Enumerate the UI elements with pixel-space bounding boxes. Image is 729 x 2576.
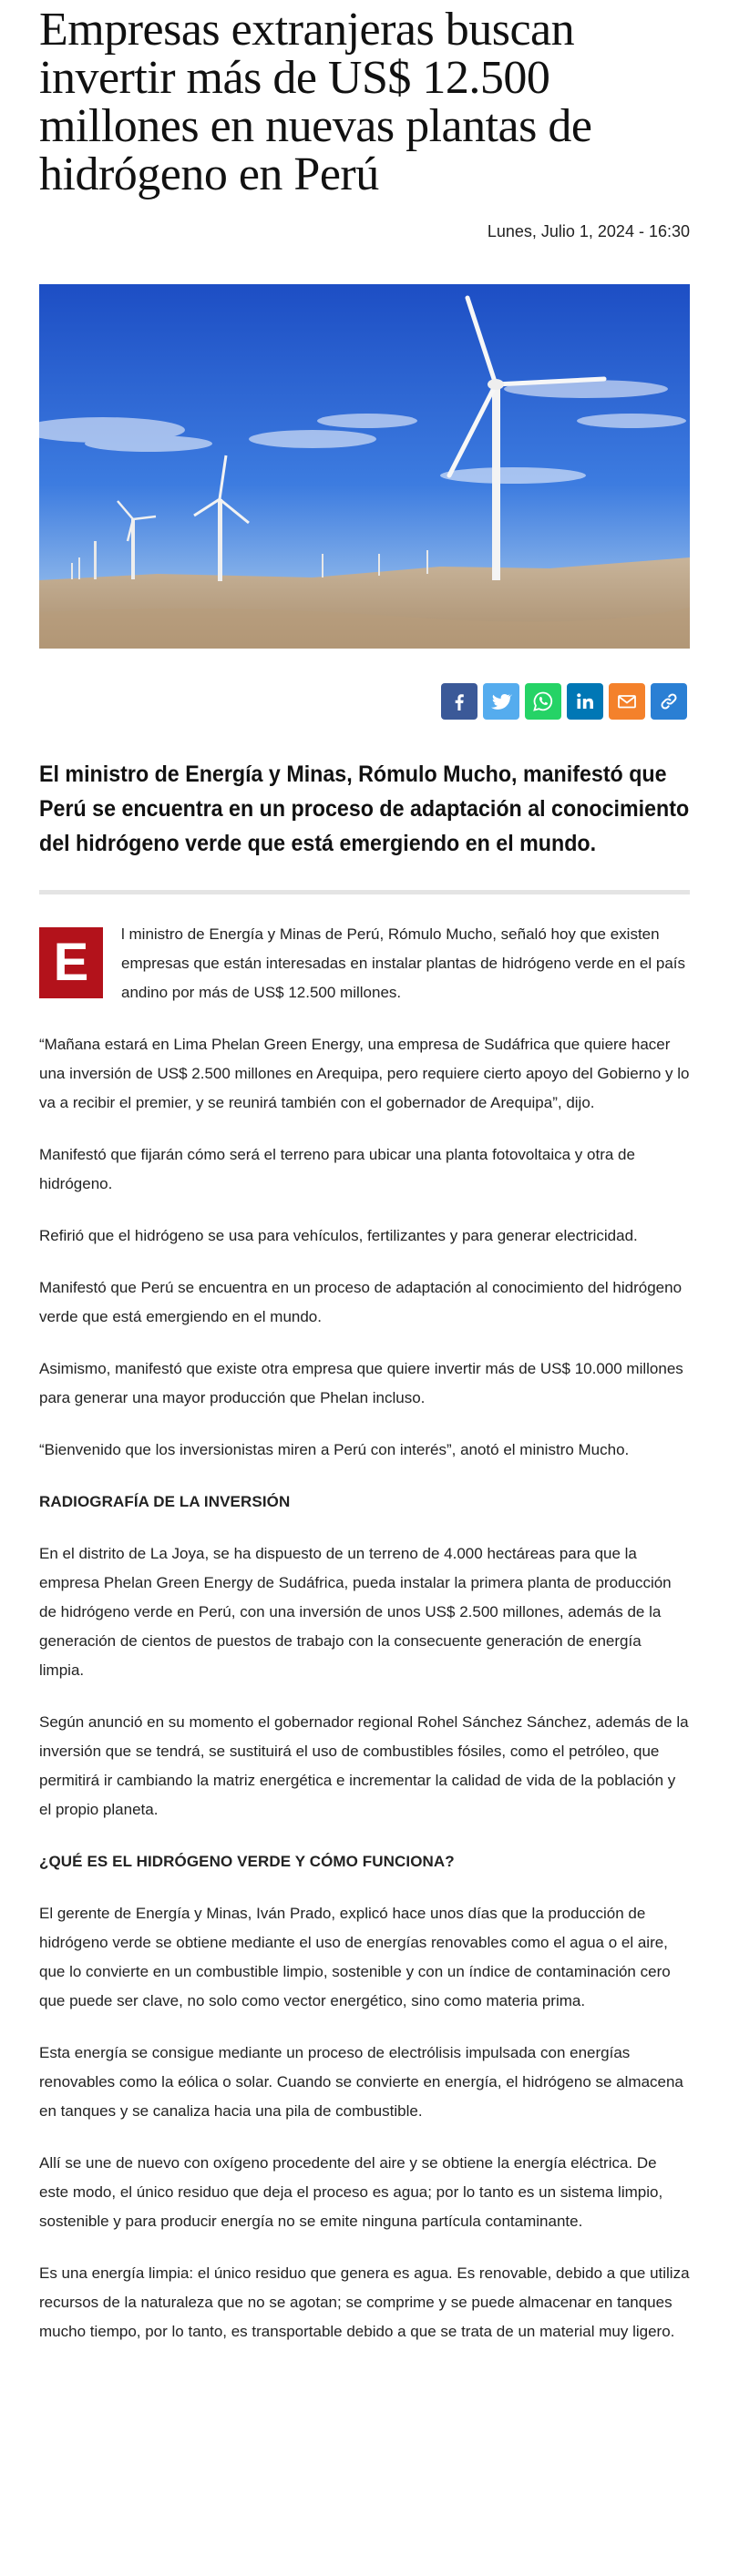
linkedin-icon <box>574 690 596 712</box>
whatsapp-share-button[interactable] <box>525 683 561 720</box>
email-icon <box>616 690 638 712</box>
first-paragraph <box>39 920 690 1007</box>
dropcap: E <box>39 927 103 998</box>
share-bar <box>39 683 690 720</box>
paragraph: Es una energía limpia: el único residuo que genera es agua. Es renovable, debido a que utiliza recursos de la naturaleza que no se agotan; se comprime y se puede almacenar en tanques mucho tiempo, por lo tanto, es transportable debido a que se trata de un material muy ligero. <box>39 2264 690 2340</box>
whatsapp-icon <box>532 690 554 712</box>
article-lead: El ministro de Energía y Minas, Rómulo Mucho, manifestó que Perú se encuentra en un proceso de adaptación al conocimiento del hidrógeno verde que está emergiendo en el mundo. <box>39 762 690 856</box>
paragraph: “Mañana estará en Lima Phelan Green Energy, una empresa de Sudáfrica que quiere hacer una inversión de US$ 2.500 millones en Arequipa, pero requiere cierto apoyo del Gobierno y lo va a recibir el premier, y se reunirá también con el gobernador de Arequipa”, dijo. <box>39 1036 690 1111</box>
divider <box>39 890 690 894</box>
paragraph: Esta energía se consigue mediante un proceso de electrólisis impulsada con energías renovables como la eólica o solar. Cuando se convierte en energía, el hidrógeno se almacena en tanques y se canaliza hacia una pila de combustible. <box>39 2044 683 2120</box>
twitter-share-button[interactable] <box>483 683 519 720</box>
article-date: Lunes, Julio 1, 2024 - 16:30 <box>487 222 690 240</box>
facebook-share-button[interactable] <box>441 683 477 720</box>
facebook-icon <box>448 690 470 712</box>
article-body <box>39 920 690 2346</box>
paragraph: Según anunció en su momento el gobernador regional Rohel Sánchez Sánchez, además de la inversión que se tendrá, se sustituirá el uso de combustibles fósiles, como el petróleo, que permitirá ir cambiando la matriz energética e incrementar la calidad de vida de la población y el propio planeta. <box>39 1713 689 1818</box>
paragraph: Allí se une de nuevo con oxígeno procedente del aire y se obtiene la energía eléctrica. De este modo, el único residuo que deja el proceso es agua; por lo tanto es un sistema limpio, sostenible y para producir energía no se emite ninguna partícula contaminante. <box>39 2154 663 2230</box>
paragraph: Manifestó que fijarán cómo será el terreno para ubicar una planta fotovoltaica y otra de hidrógeno. <box>39 1146 635 1192</box>
section-heading: ¿QUÉ ES EL HIDRÓGENO VERDE Y CÓMO FUNCIONA? <box>39 1853 455 1870</box>
paragraph: En el distrito de La Joya, se ha dispuesto de un terreno de 4.000 hectáreas para que la empresa Phelan Green Energy de Sudáfrica, pueda instalar la primera planta de producción de hidrógeno verde en Perú, con una inversión de unos US$ 2.500 millones, además de la generación de cientos de puestos de trabajo con la consecuente generación de energía limpia. <box>39 1545 672 1679</box>
link-icon <box>658 690 680 712</box>
article-title: Empresas extranjeras buscan invertir más de US$ 12.500 millones en nuevas plantas de hidrógeno en Perú <box>39 4 592 200</box>
twitter-icon <box>490 690 512 712</box>
first-paragraph-text: l ministro de Energía y Minas de Perú, Rómulo Mucho, señaló hoy que existen empresas que están interesadas en instalar plantas de hidrógeno verde en el país andino por más de US$ 12.500 millones. <box>121 925 686 1001</box>
copy-link-button[interactable] <box>651 683 687 720</box>
linkedin-share-button[interactable] <box>567 683 603 720</box>
email-share-button[interactable] <box>609 683 645 720</box>
paragraph: El gerente de Energía y Minas, Iván Prado, explicó hace unos días que la producción de hidrógeno verde se obtiene mediante el uso de energías renovables como el agua o el aire, que lo convierte en un combustible limpio, sostenible y con un índice de contaminación cero que puede ser clave, no solo como vector energético, sino como materia prima. <box>39 1905 671 2009</box>
section-heading: RADIOGRAFÍA DE LA INVERSIÓN <box>39 1493 291 1510</box>
paragraph: Refirió que el hidrógeno se usa para vehículos, fertilizantes y para generar electricidad. <box>39 1227 638 1244</box>
paragraph: Asimismo, manifestó que existe otra empresa que quiere invertir más de US$ 10.000 millones para generar una mayor producción que Phelan incluso. <box>39 1360 683 1406</box>
paragraph: “Bienvenido que los inversionistas miren a Perú con interés”, anotó el ministro Mucho. <box>39 1441 630 1458</box>
hero-image <box>39 284 690 649</box>
paragraph: Manifestó que Perú se encuentra en un proceso de adaptación al conocimiento del hidrógeno verde que está emergiendo en el mundo. <box>39 1279 683 1325</box>
